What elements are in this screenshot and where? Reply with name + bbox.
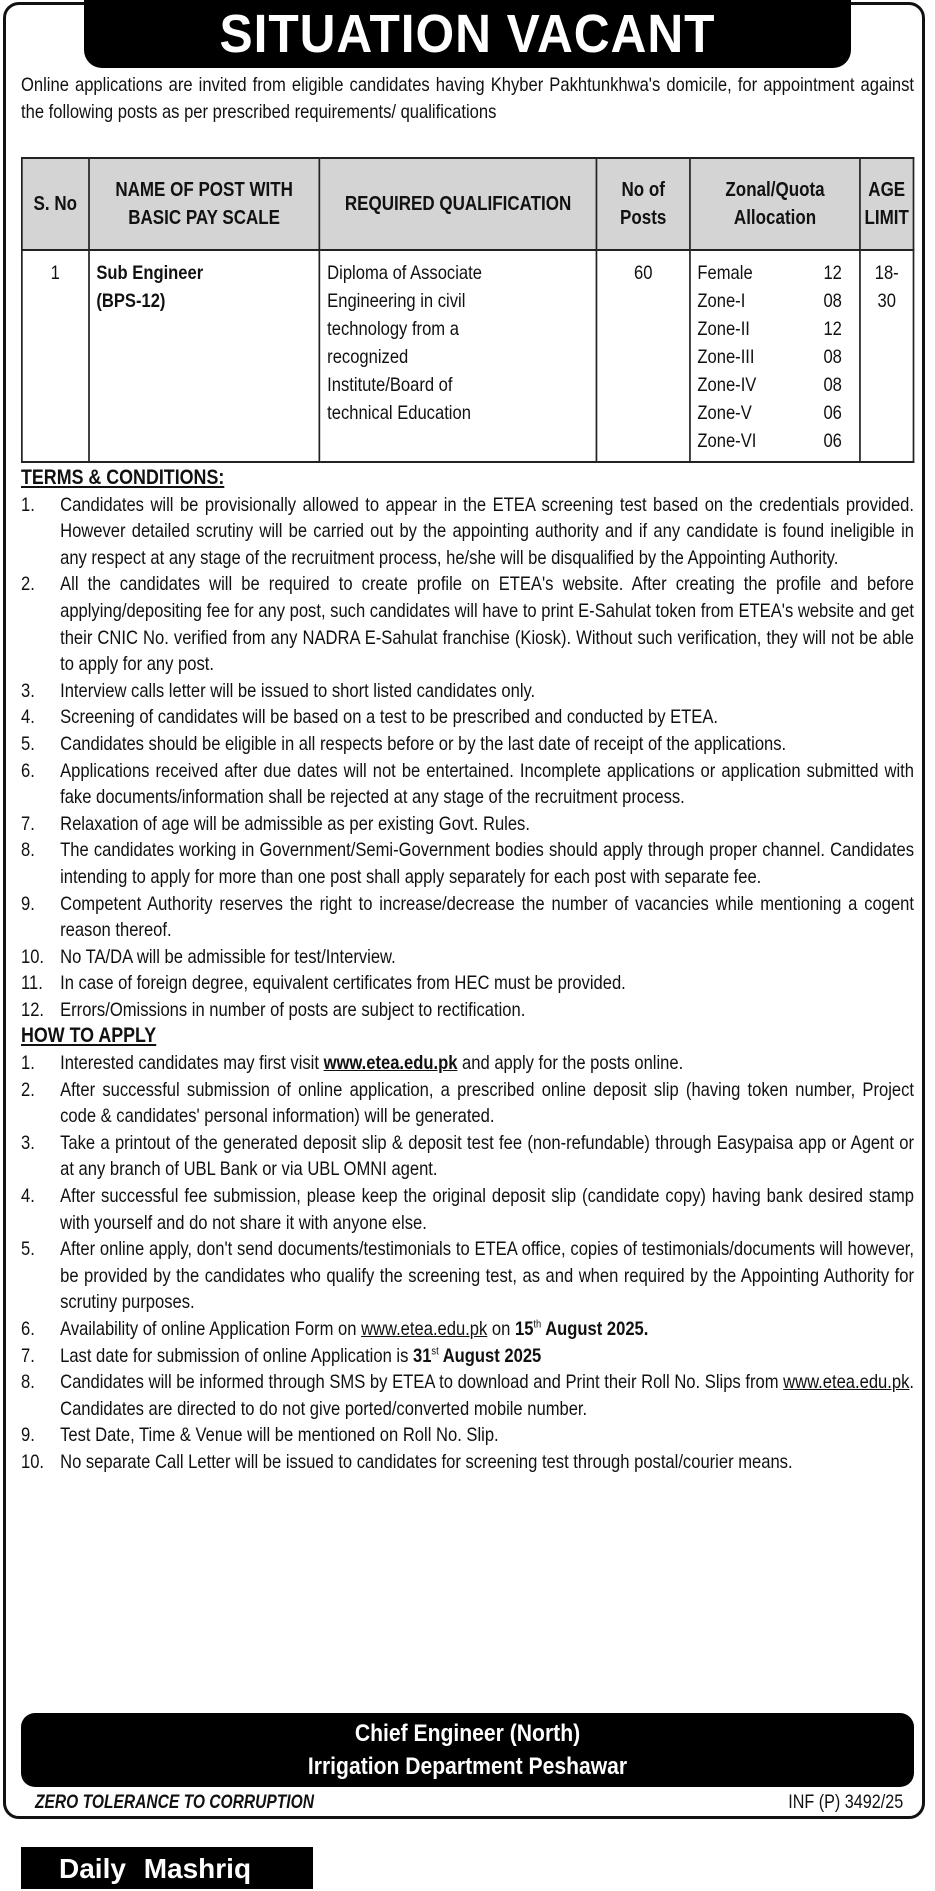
- intro-paragraph: Online applications are invited from eligible candidates having Khyber Pakhtunkhwa's domicile, for appointment against the following posts as per prescribed requirements/ qualifications: [21, 74, 915, 123]
- authority-title: Chief Engineer (North): [354, 1720, 581, 1747]
- apply-list: [21, 1050, 914, 1476]
- text-segment: Candidates will be provisionally allowed to appear in the ETEA screening test based on the credentials provided. However detailed scrutiny will be carried out by the appointing authority and if any candidate is found ineligible in any respect at any stage of the recruitment process, he/she will be disqualified by the Appointing Authority.: [60, 493, 915, 569]
- item-text: [60, 811, 914, 838]
- list-item: [21, 1236, 914, 1316]
- list-item: [21, 891, 914, 944]
- text-segment: No TA/DA will be admissible for test/Interview.: [60, 945, 396, 968]
- text-segment: Test Date, Time & Venue will be mentioned on Roll No. Slip.: [60, 1424, 499, 1447]
- terms-heading: TERMS & CONDITIONS:: [21, 466, 225, 489]
- zone-count: 06: [823, 402, 842, 424]
- zone-name: Zone-II: [697, 318, 750, 340]
- cell-allocation: [690, 250, 861, 462]
- item-number: 8.: [21, 1371, 35, 1394]
- text-segment: Interested candidates may first visit: [60, 1052, 324, 1075]
- list-item: [21, 837, 914, 890]
- item-number: 6.: [21, 759, 35, 782]
- table-header-row: [22, 158, 913, 250]
- item-number: 1.: [21, 493, 35, 516]
- newspaper-name: Daily Mashriq: [21, 1847, 313, 1889]
- page-title: [84, 0, 851, 68]
- text-segment: August 2025.: [541, 1318, 649, 1340]
- list-item: [21, 1449, 914, 1476]
- item-number: 7.: [21, 1344, 35, 1367]
- list-item: [21, 1422, 914, 1449]
- posts-table: [21, 157, 914, 463]
- zone-row: [697, 427, 842, 455]
- authority-box: [21, 1713, 914, 1787]
- item-number: 7.: [21, 812, 35, 835]
- item-number: 6.: [21, 1318, 35, 1340]
- item-text: [60, 731, 914, 758]
- item-number: 2.: [21, 573, 35, 596]
- zone-count: 08: [823, 346, 842, 368]
- item-number: 10.: [21, 1450, 45, 1473]
- text-segment: After successful submission of online application, a prescribed online deposit slip (having token number, Project code & candidates' personal information) will be generated.: [60, 1078, 915, 1128]
- item-number: 9.: [21, 1424, 35, 1447]
- item-text: [60, 1343, 914, 1370]
- slogan: ZERO TOLERANCE TO CORRUPTION: [35, 1792, 315, 1813]
- item-number: 3.: [21, 679, 35, 702]
- zone-count: 08: [823, 374, 842, 396]
- item-text: [60, 492, 914, 572]
- website-link[interactable]: www.etea.edu.pk: [361, 1318, 488, 1340]
- zone-name: Zone-III: [697, 346, 755, 368]
- text-segment: Applications received after due dates will not be entertained. Incomplete applications or application submitted with fake documents/information shall be rejected at any stage of the recruitment process.: [60, 759, 915, 809]
- text-segment: Take a printout of the generated deposit slip & deposit test fee (non-refundable) through Easypaisa app or Agent or at any branch of UBL Bank or via UBL OMNI agent.: [60, 1131, 915, 1181]
- item-text: [60, 970, 914, 997]
- item-text: [60, 1369, 914, 1422]
- terms-section: [21, 465, 914, 1476]
- cell-posts: 60: [597, 250, 690, 462]
- zone-row: [697, 399, 842, 427]
- text-segment: on: [487, 1318, 515, 1340]
- item-text: [60, 678, 914, 705]
- text-segment: st: [431, 1345, 439, 1358]
- text-segment: Competent Authority reserves the right to increase/decrease the number of vacancies while mentioning a cogent reason thereof.: [60, 892, 915, 942]
- list-item: [21, 704, 914, 731]
- text-segment: Interview calls letter will be issued to short listed candidates only.: [60, 679, 536, 702]
- text-segment: 31: [412, 1344, 432, 1367]
- list-item: [21, 492, 914, 572]
- list-item: [21, 1077, 914, 1130]
- list-item: [21, 1050, 914, 1077]
- text-segment: and apply for the posts online.: [457, 1052, 684, 1075]
- zone-name: Zone-VI: [697, 430, 757, 452]
- item-number: 9.: [21, 892, 35, 915]
- text-segment: Availability of online Application Form on: [60, 1318, 362, 1340]
- text-segment: Errors/Omissions in number of posts are subject to rectification.: [60, 998, 526, 1021]
- item-text: [60, 571, 914, 677]
- list-item: [21, 1316, 914, 1343]
- item-text: [60, 997, 914, 1024]
- text-segment: After successful fee submission, please keep the original deposit slip (candidate copy) having bank desired stamp with yourself and do not share it with anyone else.: [60, 1185, 915, 1234]
- header-qualification: REQUIRED QUALIFICATION: [320, 158, 597, 250]
- zone-name: Zone-IV: [697, 374, 757, 396]
- item-number: 12.: [21, 998, 45, 1021]
- item-text: [60, 1130, 914, 1183]
- posts-table-wrapper: [21, 157, 914, 463]
- header-post: NAME OF POST WITH BASIC PAY SCALE: [89, 158, 320, 250]
- item-number: 4.: [21, 1185, 35, 1208]
- item-text: [60, 944, 914, 971]
- header-posts: No of Posts: [597, 158, 690, 250]
- item-text: [60, 1449, 914, 1476]
- zone-count: 06: [823, 430, 842, 452]
- text-segment: In case of foreign degree, equivalent certificates from HEC must be provided.: [60, 972, 626, 995]
- table-row: [22, 250, 913, 462]
- post-name: Sub Engineer: [96, 262, 204, 284]
- zone-name: Zone-V: [697, 402, 752, 424]
- item-number: 11.: [21, 972, 43, 995]
- item-text: [60, 837, 914, 890]
- text-segment: 15: [514, 1318, 534, 1340]
- item-text: [60, 1077, 914, 1130]
- text-segment: Relaxation of age will be admissible as per existing Govt. Rules.: [60, 812, 530, 835]
- list-item: [21, 1183, 914, 1236]
- title-text: SITUATION VACANT: [219, 4, 716, 64]
- text-segment: Last date for submission of online Application is: [60, 1344, 413, 1367]
- list-item: [21, 731, 914, 758]
- apply-heading: HOW TO APPLY: [21, 1024, 157, 1048]
- zone-count: 12: [823, 262, 842, 284]
- zone-row: [697, 343, 842, 371]
- list-item: [21, 944, 914, 971]
- item-number: 3.: [21, 1131, 35, 1154]
- text-segment: All the candidates will be required to create profile on ETEA's website. After creating the profile and before applying/depositing fee for any post, such candidates will have to print E-Sahulat token from ETEA's website and get their CNIC No. verified from any NADRA E-Sahulat franchise (Kiosk). Without such verification, they will not be able to apply for any post.: [60, 573, 915, 676]
- item-number: 2.: [21, 1078, 35, 1101]
- header-sno: S. No: [22, 158, 89, 250]
- text-segment: No separate Call Letter will be issued to candidates for screening test through postal/courier means.: [60, 1450, 793, 1473]
- website-link[interactable]: www.etea.edu.pk: [323, 1052, 458, 1075]
- zone-row: [697, 259, 842, 287]
- item-number: 10.: [21, 945, 45, 968]
- zone-row: [697, 287, 842, 315]
- text-segment: Candidates will be informed through SMS by ETEA to download and Print their Roll No. Slips from: [60, 1371, 784, 1394]
- list-item: [21, 811, 914, 838]
- zone-name: Zone-I: [697, 290, 746, 312]
- text-segment: The candidates working in Government/Semi-Government bodies should apply through proper channel. Candidates intending to apply for more than one post shall apply separately for each post with separate fee.: [60, 839, 915, 888]
- text-segment: Screening of candidates will be based on a test to be prescribed and conducted by ETEA.: [60, 706, 718, 729]
- list-item: [21, 1369, 914, 1422]
- zone-count: 12: [823, 318, 842, 340]
- list-item: [21, 758, 914, 811]
- item-text: [60, 1422, 914, 1449]
- item-text: [60, 1183, 914, 1236]
- item-text: [60, 704, 914, 731]
- item-text: [60, 1050, 914, 1077]
- zone-count: 08: [823, 290, 842, 312]
- website-link[interactable]: www.etea.edu.pk: [783, 1371, 910, 1394]
- text-segment: August 2025: [438, 1344, 542, 1367]
- text-segment: After online apply, don't send documents/testimonials to ETEA office, copies of testimonials/documents will however, be provided by the candidates who qualify the screening test, as and when required by the Appointing Authority for scrutiny purposes.: [60, 1238, 915, 1314]
- text-segment: Candidates should be eligible in all respects before or by the last date of receipt of the applications.: [60, 732, 787, 755]
- qualification-text: Diploma of Associate Engineering in civil technology from a recognized Institute/Board of technical Education: [327, 262, 482, 424]
- text-segment: th: [533, 1318, 542, 1331]
- cell-qualification: [320, 250, 597, 462]
- cell-post: [89, 250, 320, 462]
- list-item: [21, 1130, 914, 1183]
- cell-sno: 1: [22, 250, 89, 462]
- list-item: [21, 970, 914, 997]
- list-item: [21, 1343, 914, 1370]
- text-segment: . Candidates are directed to do not give ported/converted mobile number.: [60, 1371, 915, 1420]
- item-number: 1.: [21, 1052, 35, 1075]
- item-text: [60, 891, 914, 944]
- item-text: [60, 1236, 914, 1316]
- list-item: [21, 997, 914, 1024]
- item-number: 5.: [21, 732, 35, 755]
- reference-number: INF (P) 3492/25: [788, 1792, 903, 1813]
- zone-row: [697, 315, 842, 343]
- terms-list: [21, 492, 914, 1024]
- list-item: [21, 571, 914, 677]
- zone-name: Female: [697, 262, 753, 284]
- item-number: 8.: [21, 839, 35, 862]
- header-age: AGE LIMIT: [860, 158, 913, 250]
- item-text: [60, 1316, 914, 1343]
- cell-age: 18-30: [860, 250, 913, 462]
- zone-row: [697, 371, 842, 399]
- item-text: [60, 758, 914, 811]
- post-scale: (BPS-12): [96, 290, 166, 312]
- header-allocation: Zonal/Quota Allocation: [690, 158, 861, 250]
- item-number: 5.: [21, 1238, 35, 1261]
- authority-department: Irrigation Department Peshawar: [307, 1753, 628, 1780]
- item-number: 4.: [21, 706, 35, 729]
- list-item: [21, 678, 914, 705]
